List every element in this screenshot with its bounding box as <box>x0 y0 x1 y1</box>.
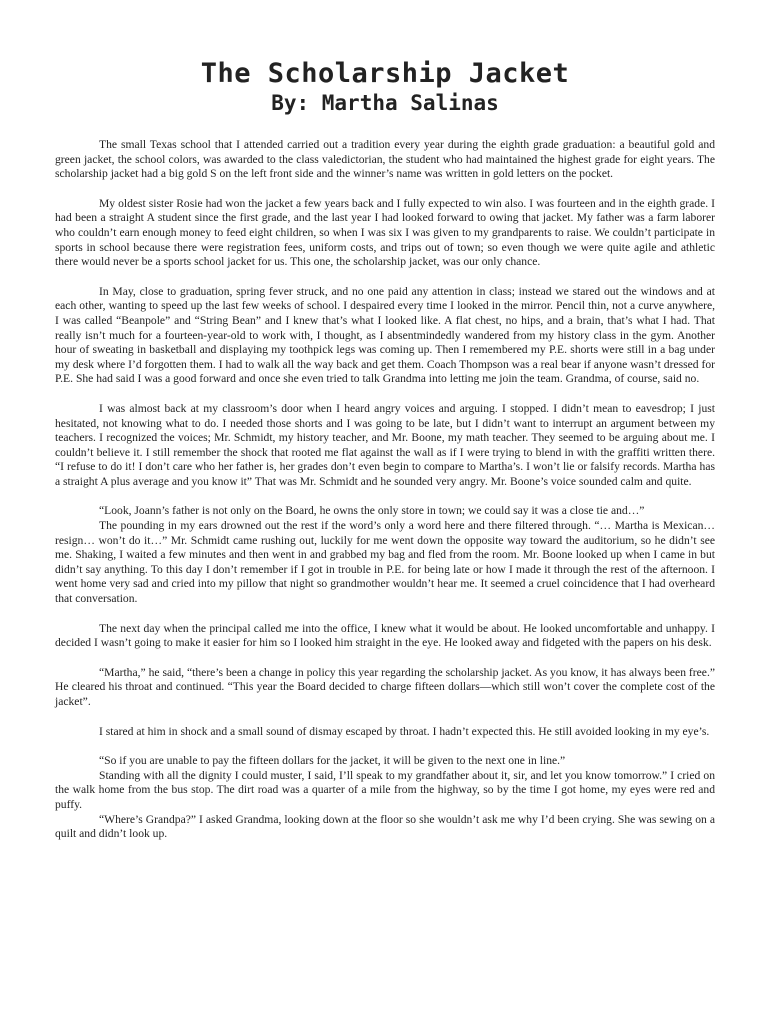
paragraph: In May, close to graduation, spring fever struck, and no one paid any attention in class; instead we stared out the windows and at each other, wanting to speed up the last few weeks of school. I despaired every time I looked in the mirror. Pencil thin, not a curve anywhere, I was called “Beanpole” and “String Bean” and I knew that’s what I looked like. A flat chest, no hips, and a brain, that’s what I had. That really isn’t much for a fourteen-year-old to work with, I thought, as I absentmindedly wandered from my history class in the gym. Another hour of sweating in basketball and displaying my toothpick legs was coming up. Then I remembered my P.E. shorts were still in a bag under my desk where I’d forgotten them. I had to walk all the way back and get them. Coach Thompson was a real bear if anyone wasn’t dressed for P.E. She had said I was a good forward and once she even tried to talk Grandma into letting me join the team. Grandma, of course, said no. <box>55 284 715 386</box>
paragraph: I stared at him in shock and a small sound of dismay escaped by throat. I hadn’t expected this. He still avoided looking in my eye’s. <box>99 724 710 738</box>
paragraph: “Martha,” he said, “there’s been a change in policy this year regarding the scholarship jacket. As you know, it has always been free.” He cleared his throat and continued. “This year the Board decided to charge fifteen dollars—which still won’t cover the complete cost of the jacket”. <box>55 665 715 708</box>
document-title: The Scholarship Jacket <box>200 58 570 89</box>
paragraph: The next day when the principal called me into the office, I knew what it would be about. He looked uncomfortable and unhappy. I decided I wasn’t going to make it easier for him so I looked him straight in the eye. He looked away and fidgeted with the papers on his desk. <box>55 621 715 650</box>
document-page <box>55 58 715 842</box>
paragraph: The small Texas school that I attended carried out a tradition every year during the eighth grade graduation: a beautiful gold and green jacket, the school colors, was awarded to the class valedictorian, the student who had maintained the highest grade for eight years. The scholarship jacket had a big gold S on the left front side and the winner’s name was written in gold letters on the pocket. <box>55 138 715 181</box>
document-byline: By: Martha Salinas <box>271 91 499 115</box>
paragraph: “So if you are unable to pay the fifteen dollars for the jacket, it will be given to the next one in line.” <box>99 754 566 768</box>
paragraph: Standing with all the dignity I could muster, I said, I’ll speak to my grandfather about it, sir, and let you know tomorrow.” I cried on the walk home from the bus stop. The dirt road was a quarter of a mile from the highway, so by the time I got home, my eyes were red and puffy. <box>55 768 715 811</box>
paragraph: I was almost back at my classroom’s door when I heard angry voices and arguing. I stopped. I didn’t mean to eavesdrop; I just hesitated, not knowing what to do. I needed those shorts and I was going to be late, but I didn’t want to interrupt an argument between my teachers. I recognized the voices; Mr. Schmidt, my history teacher, and Mr. Boone, my math teacher. They seemed to be arguing about me. I couldn’t believe it. I still remember the shock that rooted me flat against the wall as if I were trying to blend in with the graffiti written there. “I refuse to do it! I don’t care who her father is, her grades don’t even begin to compare to Martha’s. I won’t lie or falsify records. Martha has a straight A plus average and you know it” That was Mr. Schmidt and he sounded very angry. Mr. Boone’s voice sounded calm and quite. <box>55 401 715 488</box>
paragraph: “Where’s Grandpa?” I asked Grandma, looking down at the floor so she wouldn’t ask me why I’d been crying. She was sewing on a quilt and didn’t look up. <box>55 812 715 841</box>
paragraph: “Look, Joann’s father is not only on the Board, he owns the only store in town; we could say it was a close tie and…” <box>99 504 645 518</box>
document-body <box>55 138 715 842</box>
paragraph: My oldest sister Rosie had won the jacket a few years back and I fully expected to win also. I was fourteen and in the eighth grade. I had been a straight A student since the first grade, and the last year I had looked forward to owing that jacket. My father was a farm laborer who couldn’t earn enough money to feed eight children, so when I was six I was given to my grandparents to raise. We couldn’t participate in sports in school because there were registration fees, uniform costs, and trips out of town; so even though we were quite agile and athletic there would never be a sports school jacket for us. This one, the scholarship jacket, was our only chance. <box>55 196 715 269</box>
paragraph: The pounding in my ears drowned out the rest if the word’s only a word here and there filtered through. “… Martha is Mexican… resign… won’t do it…” Mr. Schmidt came rushing out, luckily for me went down the opposite way toward the auditorium, so he didn’t see me. Shaking, I waited a few minutes and then went in and grabbed my bag and fled from the room. Mr. Boone looked up when I came in but didn’t say anything. To this day I don’t remember if I got in trouble in P.E. for being late or how I made it through the rest of the afternoon. I went home very sad and cried into my pillow that night so grandmother wouldn’t hear me. It seemed a cruel coincidence that I had overheard that conversation. <box>55 519 715 606</box>
